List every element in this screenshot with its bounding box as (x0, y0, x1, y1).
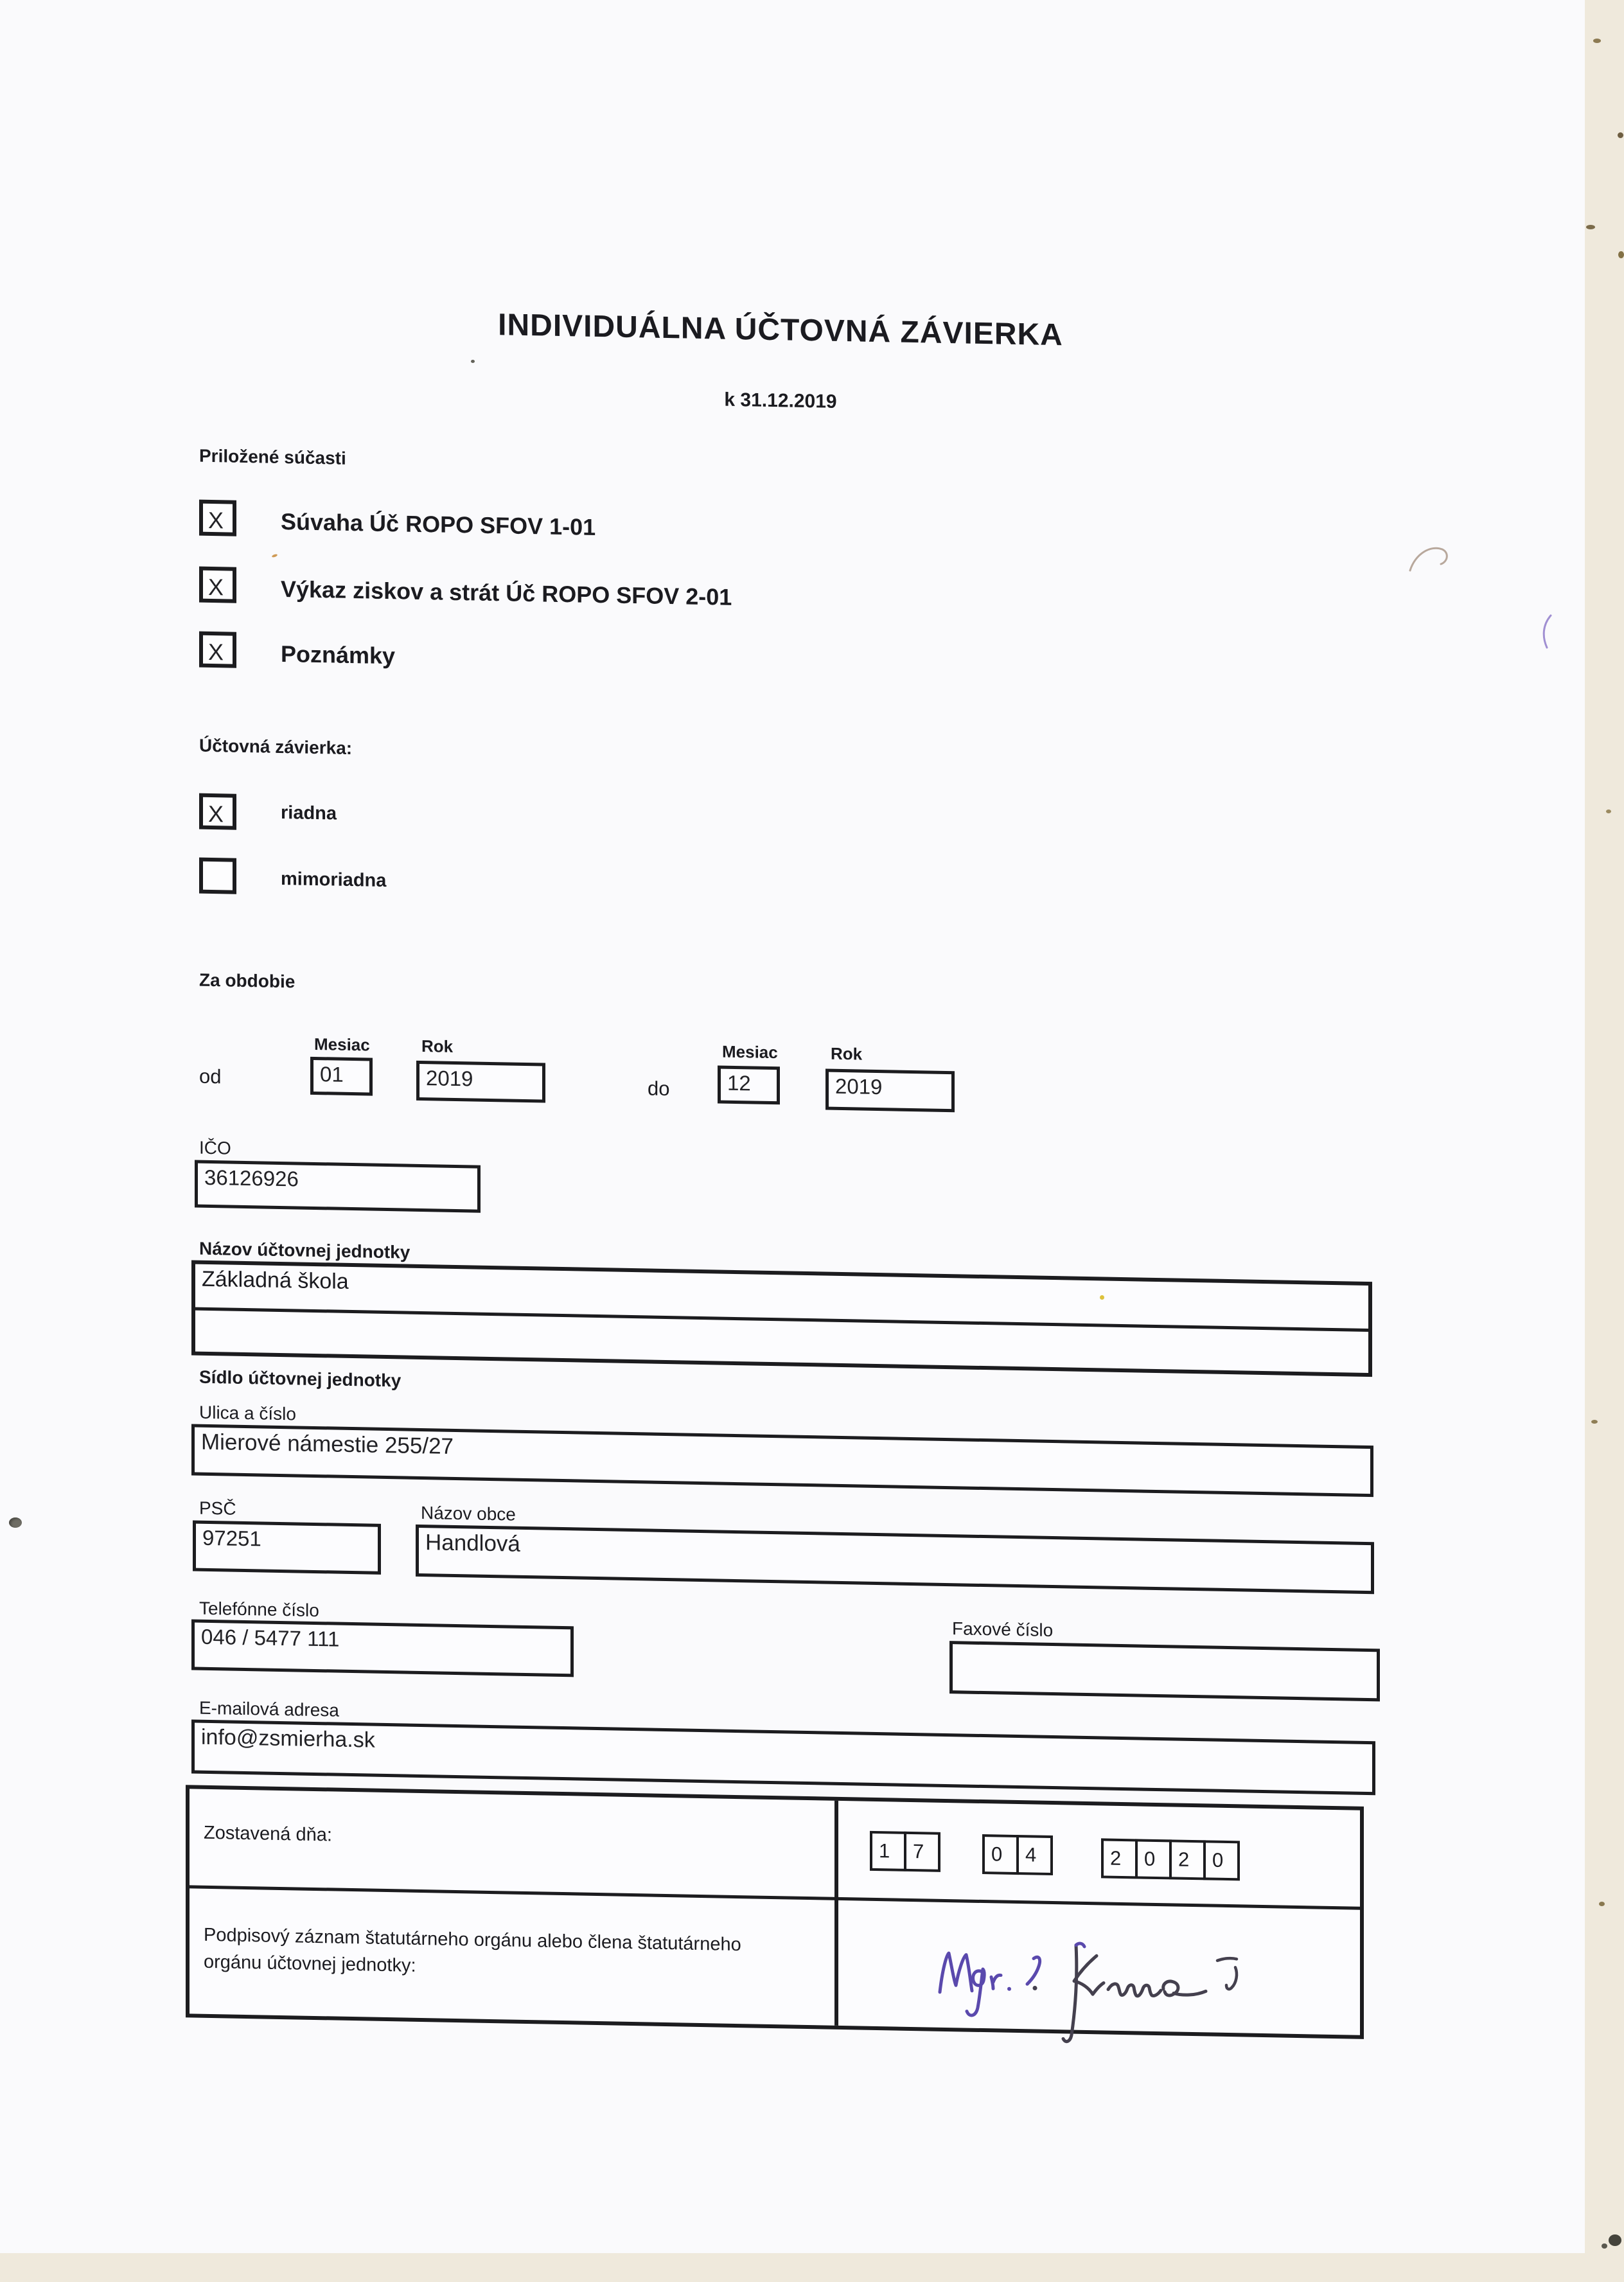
year-digit-cell[interactable]: 2 (1169, 1839, 1206, 1880)
city-input[interactable] (416, 1525, 1374, 1594)
form-title: INDIVIDUÁLNA ÚČTOVNÁ ZÁVIERKA (498, 308, 1063, 353)
option-label-riadna: riadna (281, 802, 337, 824)
attachment-label-vykaz: Výkaz ziskov a strát Úč ROPO SFOV 2-01 (281, 576, 732, 610)
phone-input[interactable] (191, 1619, 574, 1677)
date-day-cells[interactable] (870, 1831, 940, 1872)
year-digit-cell[interactable]: 0 (1203, 1840, 1240, 1880)
fax-label: Faxové číslo (952, 1618, 1054, 1641)
scan-smudge (9, 1517, 22, 1528)
margin-speck (1618, 251, 1624, 258)
fax-input[interactable] (949, 1641, 1380, 1701)
email-input[interactable] (191, 1719, 1375, 1795)
phone-label: Telefónne číslo (199, 1598, 319, 1621)
margin-speck (1606, 809, 1611, 813)
to-year-input[interactable] (825, 1069, 955, 1113)
section-heading-period: Za obdobie (199, 969, 296, 992)
month-digit-cell[interactable]: 0 (982, 1834, 1019, 1875)
checkbox-riadna[interactable] (199, 793, 236, 830)
margin-speck (1599, 1902, 1605, 1906)
phone-value: 046 / 5477 111 (201, 1624, 340, 1651)
ico-label: IČO (199, 1137, 231, 1158)
checkbox-x-mark: X (208, 800, 224, 827)
margin-speck (1586, 225, 1595, 229)
checkbox-x-mark (203, 889, 208, 890)
day-digit-cell[interactable]: 7 (904, 1832, 940, 1872)
checkbox-poznamky[interactable] (199, 632, 236, 668)
compiled-on-label: Zostavená dňa: (204, 1822, 332, 1846)
corner-speck (1609, 2234, 1621, 2246)
year-digit-cell[interactable]: 0 (1135, 1839, 1172, 1879)
email-value: info@zsmierha.sk (201, 1724, 375, 1753)
date-year-cells[interactable] (1101, 1838, 1240, 1880)
checkbox-x-mark: X (208, 573, 224, 601)
table-vertical-divider (834, 1801, 838, 2026)
signature-handwriting (915, 1931, 1314, 2060)
signature-label: Podpisový záznam štatutárneho orgánu alebo člena štatutárneho orgánu účtovnej jednotky: (204, 1924, 741, 1976)
section-heading-closing-type: Účtovná závierka: (199, 735, 353, 759)
entity-name-input[interactable] (191, 1260, 1372, 1377)
footer-table (186, 1785, 1364, 2039)
month-digit-cell[interactable]: 4 (1016, 1835, 1053, 1875)
year-digit-cell[interactable]: 2 (1101, 1838, 1138, 1879)
checkbox-mimoriadna[interactable] (199, 858, 236, 894)
year-label-to: Rok (831, 1043, 863, 1064)
attachment-label-suvaha: Súvaha Úč ROPO SFOV 1-01 (281, 508, 596, 540)
month-label-from: Mesiac (314, 1034, 370, 1055)
month-label-to: Mesiac (722, 1041, 778, 1063)
ico-input[interactable] (195, 1160, 481, 1213)
from-year-value: 2019 (426, 1066, 473, 1091)
from-year-input[interactable] (416, 1061, 545, 1103)
option-label-mimoriadna: mimoriadna (281, 869, 387, 892)
to-month-value: 12 (727, 1070, 751, 1095)
year-label-from: Rok (421, 1036, 454, 1056)
to-year-value: 2019 (835, 1074, 883, 1099)
street-input[interactable] (191, 1424, 1373, 1497)
scan-dot (471, 360, 475, 363)
date-month-cells[interactable] (982, 1834, 1053, 1875)
table-horizontal-divider (190, 1885, 1360, 1909)
margin-speck (1593, 39, 1601, 43)
checkbox-x-mark: X (208, 506, 224, 534)
to-month-input[interactable] (718, 1065, 780, 1104)
yellow-dot (1100, 1295, 1104, 1300)
section-heading-attachments: Priložené súčasti (199, 445, 346, 468)
zip-value: 97251 (202, 1525, 261, 1551)
street-label: Ulica a číslo (199, 1402, 296, 1424)
city-value: Handlová (425, 1530, 520, 1557)
corner-speck (1602, 2243, 1607, 2249)
margin-speck (1618, 132, 1623, 138)
fax-value (953, 1644, 1377, 1655)
section-heading-office: Sídlo účtovnej jednotky (199, 1367, 402, 1391)
zip-label: PSČ (199, 1498, 236, 1519)
city-label: Názov obce (421, 1503, 516, 1525)
period-from-label: od (199, 1065, 222, 1088)
street-value: Mierové námestie 255/27 (201, 1429, 454, 1459)
entity-name-value: Základná škola (202, 1266, 349, 1294)
from-month-input[interactable] (310, 1057, 373, 1096)
pencil-curl-mark (1404, 533, 1455, 585)
margin-speck (1591, 1420, 1598, 1424)
checkbox-suvaha[interactable] (199, 500, 236, 536)
entity-name-label: Názov účtovnej jednotky (199, 1238, 410, 1262)
period-to-label: do (648, 1077, 670, 1101)
attachment-label-poznamky: Poznámky (281, 641, 396, 669)
as-of-date: k 31.12.2019 (724, 389, 837, 412)
ico-value: 36126926 (204, 1165, 299, 1191)
zip-input[interactable] (193, 1520, 381, 1574)
purple-pen-curl (1537, 612, 1556, 651)
checkbox-x-mark: X (208, 638, 224, 666)
day-digit-cell[interactable]: 1 (870, 1831, 906, 1871)
from-month-value: 01 (320, 1062, 344, 1086)
checkbox-vykaz[interactable] (199, 567, 236, 603)
email-label: E-mailová adresa (199, 1697, 339, 1720)
